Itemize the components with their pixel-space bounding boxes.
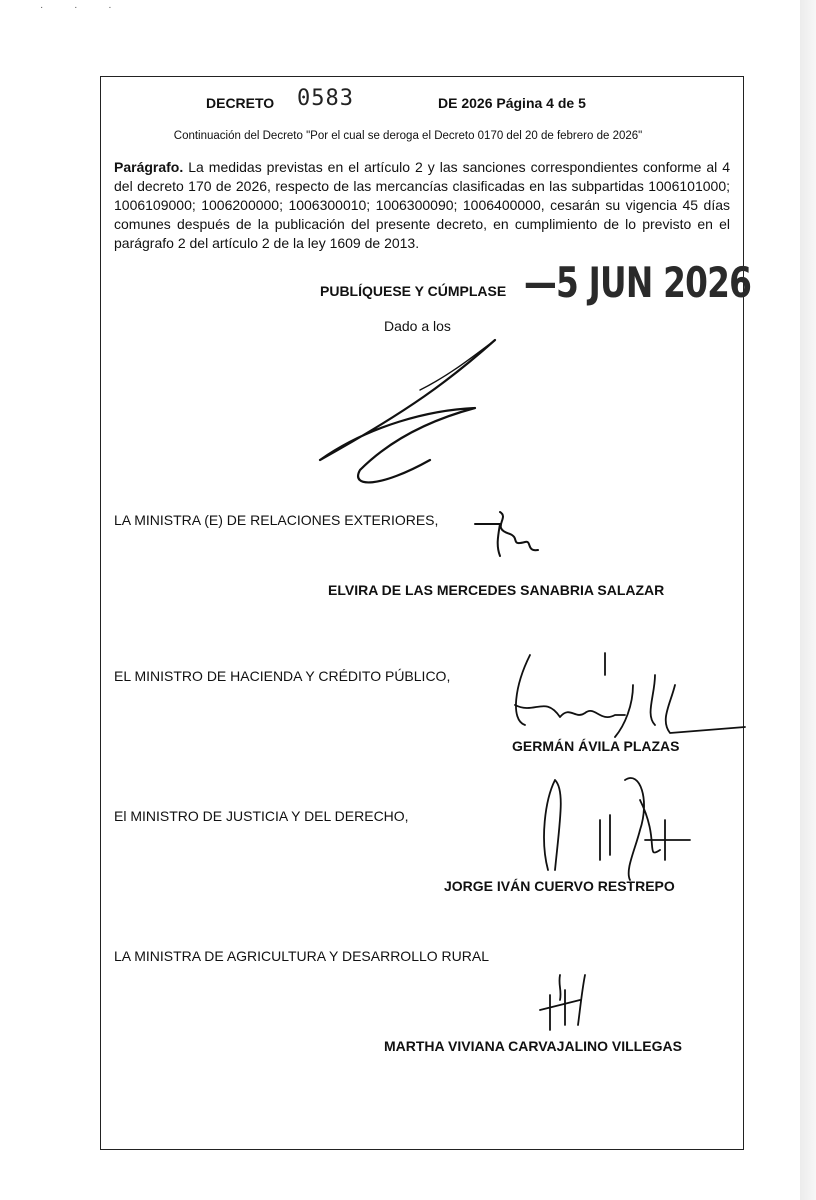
signatory-4-role: LA MINISTRA DE AGRICULTURA Y DESARROLLO RURAL [114,948,489,964]
signatory-4-name: MARTHA VIVIANA CARVAJALINO VILLEGAS [384,1038,682,1054]
signatory-4-signature [530,970,600,1040]
president-signature [300,330,560,500]
signatory-3-role: El MINISTRO DE JUSTICIA Y DEL DERECHO, [114,808,409,824]
signatory-3-signature [530,760,700,890]
signatory-2-role: EL MINISTRO DE HACIENDA Y CRÉDITO PÚBLICO, [114,668,451,684]
decreto-label: DECRETO [206,95,275,111]
decreto-number: 0583 [297,86,354,111]
scan-specks: · · · [40,2,126,13]
continuation-line: Continuación del Decreto "Por el cual se deroga el Decreto 0170 del 20 de febrero de 2026" [173,130,643,142]
paragraph-text: La medidas previstas en el artículo 2 y las sanciones correspondientes conforme al 4 del decreto 170 de 2026, respecto de las mercancías clasificadas en las subpartidas 1006101000; 1006109000; 1006200000; 1006300010; 1006300090; 1006400000, cesarán su vigencia 45 días comunes después de la publicación del presente decreto, en cumplimiento de lo previsto en el parágrafo 2 del artículo 2 de la ley 1609 de 2013. [114,159,730,251]
paragraph-body [114,158,730,253]
signatory-3-name: JORGE IVÁN CUERVO RESTREPO [444,878,675,894]
signatory-1-name: ELVIRA DE LAS MERCEDES SANABRIA SALAZAR [328,582,665,598]
publiquese-label: PUBLÍQUESE Y CÚMPLASE [320,283,507,299]
page-edge-shadow [800,0,816,1200]
dado-label: Dado a los [384,318,451,334]
signatory-1-role: LA MINISTRA (E) DE RELACIONES EXTERIORES, [114,512,439,528]
signatory-2-name: GERMÁN ÁVILA PLAZAS [512,738,680,754]
signatory-1-signature [470,506,560,566]
page-info: DE 2026 Página 4 de 5 [438,95,586,111]
paragraph-label: Parágrafo. [114,159,184,175]
signatory-2-signature [505,645,750,745]
date-stamp: —5 JUN 2026 [524,258,752,307]
